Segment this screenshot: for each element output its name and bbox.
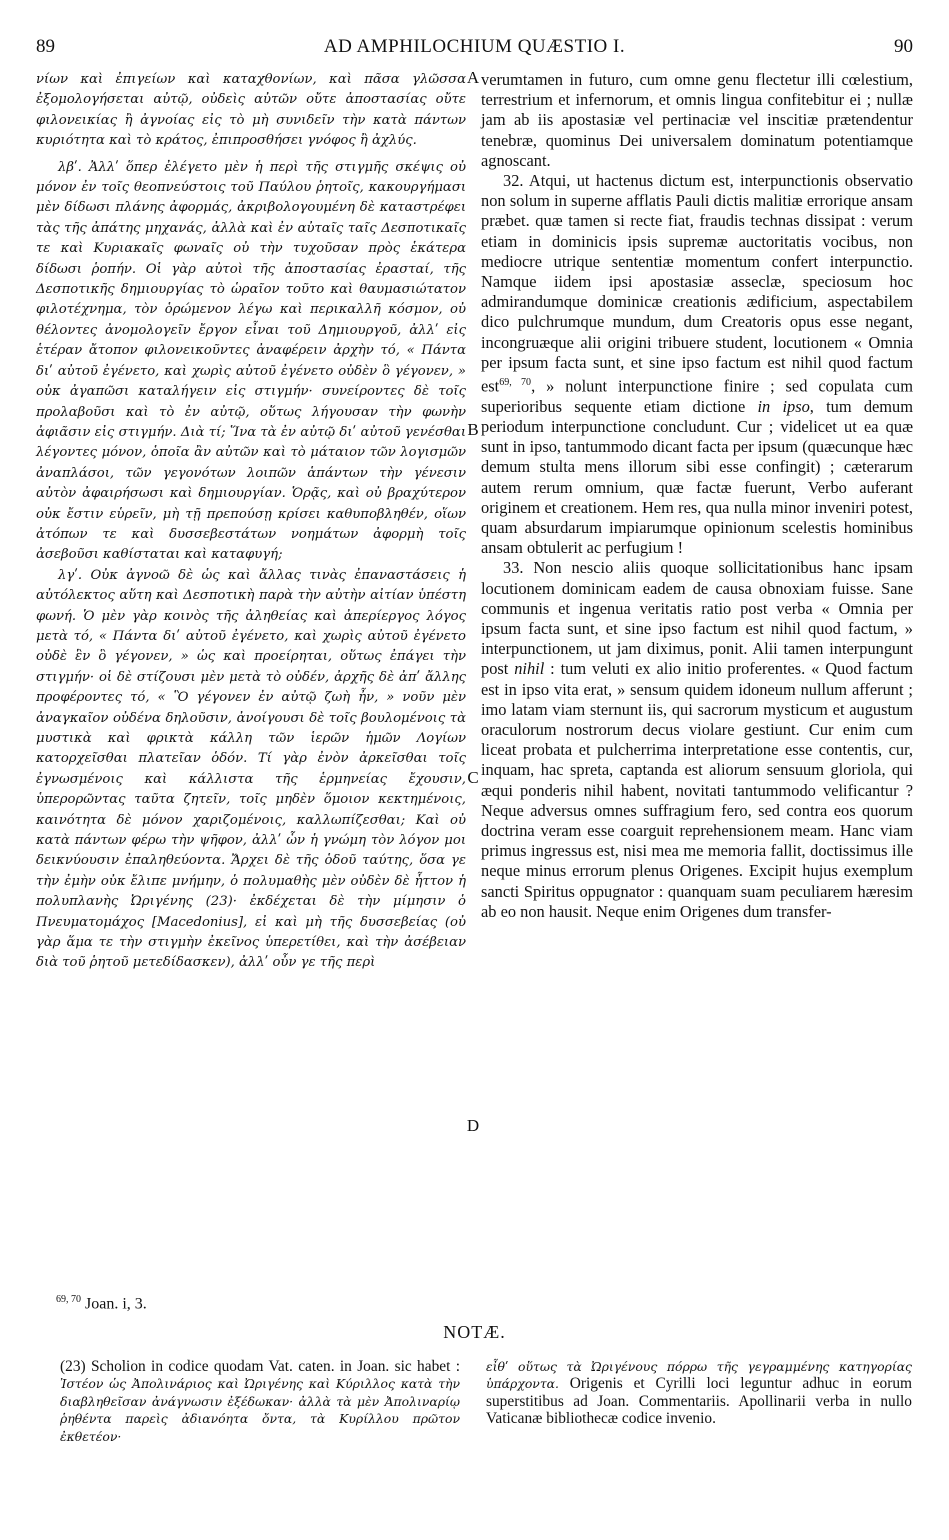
note-greek: Ἰστέον ὡς Ἀπολινάριος καὶ Ὠριγένης καὶ Κύριλλος κατὰ τὴν διαβληθεῖσαν ἀνάγνωσιν ἐξέδωκαν· ἀλλὰ τὰ μὲν Ἀπολιναρίῳ ῥηθέντα παρεὶς ἀδιανόητα ὄντα, τὰ Κυρίλλου πρῶτον ἐκθετέον· xyxy=(60,1376,460,1444)
latin-paragraph: 32. Atqui, ut hactenus dictum est, interpunctionis observatio non solum in superne afflatis Pauli dictis malitiæ errorique ansam præbet. quæ tamen si recte fiat, fraudis technas dissipat : verum etiam in dominicis ipsis supremæ auctoritatis vocibus, non mediocre utrique sententiæ momentum confert interpunctio. Namque iidem ipsi apostasiæ asseclæ, speciosum hoc admirandumque dominicæ creationis ædificium, aspectabilem dico pulchrumque mundum, dum Creatoris opus esse negant, incongruæque alii origini tribuere student, locutionem « Omnia per ipsum facta sunt, et sine ipso factum est nihil quod factum est$^{69, 70}$, » nolunt interpunctione finire ; sed copulata cum superioribus sequente etiam dictione in ipso, tum demum periodum interpunctione concludunt. Cur ; videlicet ut ea quæ sunt in ipso, tantummodo dicant facta per ipsum (quæcunque hæc demum stulta mens illorum sibi esse confingit) ; cæterarum autem rerum omnium, quæ factæ fuerunt, Verbo auferant originem et creationem. Hem res, qua nulla minor inveniri potest, quam absurdarum impiarumque opinionum scelestis hominibus ansam obtulerit ac perfugium ! xyxy=(481,171,913,558)
running-title: AD AMPHILOCHIUM QUÆSTIO I. xyxy=(323,36,626,57)
note-right: εἶθʹ οὕτως τὰ Ὠριγένους πόρρω τῆς γεγραμμένης κατηγορίας ὑπάρχοντα. Origenis et Cyrilli loci leguntur adhuc in eorum superstitibus ad Joan. Commentariis. Apollinarii verba in nullo Vaticanæ bibliothecæ codice invenio. xyxy=(486,1359,912,1428)
greek-paragraph: νίων καὶ ἐπιγείων καὶ καταχθονίων, καὶ πᾶσα γλῶσσα ἐξομολογήσεται αὐτῷ, οὐδεὶς αὐτῶν οὔτε ἀποστασίας οὔτε φιλονεικίας ἢ ἀγνοίας εἰς τὸ μὴ συνιδεῖν τὴν κατὰ πάντων κυριότητα καὶ τὸ κράτος, ἐπιπροσθήσει γνόφος ἢ ἀχλύς. xyxy=(36,72,466,149)
margin-letter-a: A xyxy=(466,68,480,87)
italic-term: in ipso xyxy=(757,396,810,416)
greek-column xyxy=(36,70,466,974)
footnote-ref: 69, 70 xyxy=(499,377,532,389)
latin-column xyxy=(481,70,913,922)
page-number-right: 90 xyxy=(894,36,913,57)
footnote-text: Joan. i, 3. xyxy=(85,1295,147,1313)
note-greek: εἶθʹ οὕτως τὰ Ὠριγένους πόρρω τῆς γεγραμμένης κατηγορίας ὑπάρχοντα. xyxy=(486,1359,912,1392)
latin-paragraph: verumtamen in futuro, cum omne genu flectetur illi cœlestium, terrestrium et infernorum, et omnis lingua confitebitur ei ; nullæ jam ab iis apostasiæ vel pertinaciæ vel inscitiæ prætendentur tenebræ, quominus Dei universalem dominatum potentiamque agnoscant. xyxy=(481,70,913,170)
greek-paragraph: λγʹ. Οὐκ ἀγνοῶ δὲ ὡς καὶ ἄλλας τινὰς ἐπαναστάσεις ἡ αὐτόλεκτος αὕτη καὶ Δεσποτικὴ παρὰ τὴν αὐτὴν αἰτίαν ὑπέστη φωνή. Ὁ μὲν γὰρ κοινὸς τῆς ἀληθείας καὶ ἀπερίεργος λόγος μετὰ τό, « Πάντα διʹ αὐτοῦ ἐγένετο, καὶ χωρὶς αὐτοῦ ἐγένετο οὐδὲ ἓν ὃ γέγονεν, » ὡς καὶ προείρηται, οὕτως ἐπάγει τὴν στιγμήν· οἱ δὲ στίζουσι μὲν μετὰ τὸ οὐδέν, ἀρχῆς δὲ ἀπʹ ἄλλης προφέροντες τό, « Ὃ γέγονεν ἐν αὐτῷ ζωὴ ἦν, » νοῦν μὲν ἀναγκαῖον οὐδένα δηλοῦσιν, ἀνοίγουσι δὲ τοῖς βουλομένοις τὰ μυστικὰ καὶ φρικτὰ κάλλη τῶν ἱερῶν ἡμῶν Λογίων κατορχεῖσθαι πλατεῖαν ὁδόν. Τί γὰρ ἐνὸν ἀρκεῖσθαι τοῖς ἐγνωσμένοις καὶ κάλλιστα τῆς ἑρμηνείας ἔχουσιν, ὑπερορῶντας ταῦτα ζητεῖν, τοῖς μηδὲν ὅμοιον κεκτημένοις, καινότητα δὲ μόνον χαριζομένοις, καλλωπίζεσθαι; Καὶ οὐ κατὰ πάντων φέρω τὴν ψῆφον, ἀλλʹ ὧν ἡ γνώμη τὸν λόγον μοι δεικνύουσιν ἐπαληθεύοντα. Ἄρχει δὲ τῆς ὁδοῦ ταύτης, ὅσα γε τὴν ἐμὴν οὐκ ἔλιπε μνήμην, ὁ πολυμαθὴς μὲν οὐδὲν δὲ ἧττον ἡ πολυπλανὴς Ὠριγένης (23)· ἐκδέχεται δὲ τὴν μίμησιν ὁ Πνευματομάχος [Macedonius], εἰ καὶ μὴ τῆς δυσσεβείας (οὐ γὰρ ἅμα τε τὴν στιγμὴν ἐκεῖνος ὑπερετίθει, καὶ τὴν ἀσέβειαν διὰ τοῦ ῥητοῦ μετεδίδασκεν), ἀλλʹ οὖν γε τῆς περὶ xyxy=(36,567,466,971)
footnote-marker: 69, 70 xyxy=(56,1294,81,1305)
footnote xyxy=(56,1294,147,1313)
latin-paragraph: 33. Non nescio aliis quoque sollicitationibus hanc ipsam locutionem dominicam eadem de causa obnoxiam fuisse. Sane communis et ingenua veritatis ratio post verba « Omnia per ipsum facta sunt, et sine ipso factum est nihil quod factum, » interpunctionem, ut jam diximus, ponit. Alii tamen interpungunt post nihil : tum veluti ex alio initio proferentes. « Quod factum est in ipso vita erat, » sensum quidem idoneum nullum afferunt ; imo latam viam sternunt iis, qui sacrorum mysticum et augustum oraculorum nostrorum decus violare gestiunt. Cur enim cum liceat probata et pulcherrima interpretatione esse contentis, cur, inquam, hac spreta, captanda est aliorum sensuum gloriola, qui æqui ponderis nihil habent, novitati tantummodo velificantur ? Neque adversus omnes suffragium fero, sed contra eos quorum doctrina veram esse coarguit reprehensionem meam. Hanc viam primus ingressus est, nisi mea me memoria fallit, doctissimus ille neque minus errorum plenus Origenes. Excipit hujus exemplum sancti Spiritus oppugnator : quanquam suam peculiarem hæresim ab eo non hausit. Neque enim Origenes dum transfer- xyxy=(481,558,913,921)
page-header xyxy=(36,36,913,60)
margin-letter-d: D xyxy=(466,1116,480,1135)
margin-letter-b: B xyxy=(467,420,479,439)
page-number-left: 89 xyxy=(36,36,55,57)
greek-paragraph: λβʹ. Ἀλλʹ ὅπερ ἐλέγετο μὲν ἡ περὶ τῆς στιγμῆς σκέψις οὐ μόνον ἐν τοῖς θεοπνεύστοις τοῦ Παύλου ῥητοῖς, κακουργήμασι μὲν δίδωσι πλάνης ἀφορμάς, ἀκριβολογουμένη δὲ καταστρέφει τὰς τῆς ἀπάτης μηχανάς, ἀλλὰ καὶ ἐν αὐταῖς ταῖς Δεσποτικαῖς τε καὶ Κυριακαῖς φωναῖς οὐ τὴν τυχοῦσαν πρὸς ἑκάτερα δίδωσι ῥοπήν. Οἱ γὰρ αὐτοὶ τῆς ἀποστασίας ἐρασταί, τῆς Δεσποτικῆς δημιουργίας τὸ ὡραῖον τοῦτο καὶ θαυμασιώτατον φιλοτέχνημα, τὸν ὁρώμενον λέγω καὶ περικαλλῆ κόσμον, οὐ θέλοντες ἀνομολογεῖν ἔργον εἶναι τοῦ Δημιουργοῦ, ἀλλʹ εἰς ἑτέραν ἄτοπον φιλονεικοῦντες ἀναφέρειν ἀρχὴν τό, « Πάντα διʹ αὐτοῦ ἐγένετο, καὶ χωρὶς αὐτοῦ ἐγένετο οὐδὲν ὃ γέγονεν, » οὐκ ἀγαπῶσι καταλήγειν εἰς στιγμήν· συνείροντες δὲ τοῖς προλαβοῦσι καὶ τὸ ἐν αὐτῷ, οὕτως λήγουσαν τὴν φωνὴν ἀφιᾶσιν εἰς στιγμήν. Διὰ τί; Ἵνα τὰ ἐν αὐτῷ διʹ αὐτοῦ γενέσθαι λέγοντες μόνον, ὁποῖα ἂν αὐτῶν καὶ τὸ μάταιον τῶν λογισμῶν ἀναπλάσοι, τῶν γεγονότων λοιπῶν ἁπάντων τὴν γένεσιν αὐτὸν ἀφαιρήσωσι καὶ δημιουργίαν. Ὁρᾷς, καὶ οὐ βραχύτερον οὐκ ἔστιν εὑρεῖν, μὴ τῇ πρεπούσῃ κρίσει καθυποβληθέν, οἵων ἀτόπων τε καὶ δυσσεβεστάτων νοημάτων ἀφορμὴ τοῖς ἀσεβοῦσι καθίσταται καὶ καταφυγή; xyxy=(36,159,466,563)
notes-heading: NOTÆ. xyxy=(443,1322,506,1342)
note-left: (23) Scholion in codice quodam Vat. caten. in Joan. sic habet : Ἰστέον ὡς Ἀπολινάριος καὶ Ὠριγένης καὶ Κύριλλος κατὰ τὴν διαβληθεῖσαν ἀνάγνωσιν ἐξέδωκαν· ἀλλὰ τὰ μὲν Ἀπολιναρίῳ ῥηθέντα παρεὶς ἀδιανόητα ὄντα, τὰ Κυρίλλου πρῶτον ἐκθετέον· xyxy=(60,1358,460,1444)
margin-letter-c: C xyxy=(467,768,479,787)
italic-term: nihil xyxy=(514,659,545,679)
